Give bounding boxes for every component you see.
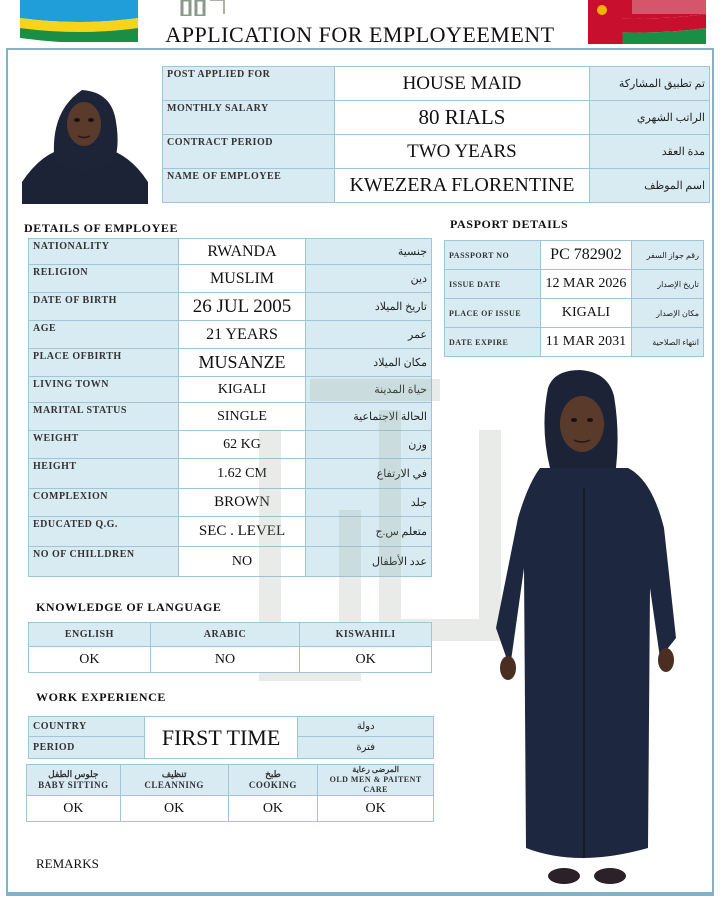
lang-english-value: OK [29,647,151,673]
details-row [29,293,432,321]
lang-kiswahili-header: KISWAHILI [300,623,432,647]
details-row-label: LIVING TOWN [29,377,179,403]
passport-row-label-ar: رقم جواز السفر [632,241,704,270]
details-row-label-ar: حياة المدينة [306,377,432,403]
job-table [162,66,710,203]
details-row-value: MUSANZE [178,349,306,377]
skill-care-ar: المرضى رعاية [352,765,400,774]
details-row-label-ar: في الارتفاع [306,459,432,489]
work-experience-value: FIRST TIME [144,717,298,759]
country-label: COUNTRY [29,717,145,737]
details-row-label-ar: متعلم س.ج [306,517,432,547]
details-row-label: HEIGHT [29,459,179,489]
details-row-label: WEIGHT [29,431,179,459]
bottom-rule [6,892,714,895]
passport-row-label: ISSUE DATE [445,270,541,299]
skill-care-header [318,765,434,796]
details-row-value: SEC . LEVEL [178,517,306,547]
period-label: PERIOD [29,737,145,759]
passport-row-value: 11 MAR 2031 [540,328,632,357]
details-title: DETAILS OF EMPLOYEE [24,221,179,235]
passport-row [445,241,704,270]
skill-babysitting-value: OK [27,796,121,822]
details-row-label-ar: جنسية [306,239,432,265]
contract-value: TWO YEARS [334,135,590,169]
details-row-label-ar: دين [306,265,432,293]
passport-row-label-ar: تاريخ الإصدار [632,270,704,299]
details-row-value: RWANDA [178,239,306,265]
contract-label-ar: مدة العقد [590,135,710,169]
passport-row [445,299,704,328]
details-row-value: 1.62 CM [178,459,306,489]
skill-babysitting-label: BABY SITTING [38,780,109,790]
passport-row-label: DATE EXPIRE [445,328,541,357]
passport-row-value: 12 MAR 2026 [540,270,632,299]
details-row-label: PLACE OFBIRTH [29,349,179,377]
details-row [29,321,432,349]
details-row [29,265,432,293]
details-row-label-ar: عدد الأطفال [306,547,432,577]
details-row-label: NO OF CHILLDREN [29,547,179,577]
remarks-label: REMARKS [36,856,99,871]
details-row-label: NATIONALITY [29,239,179,265]
details-row-label: COMPLEXION [29,489,179,517]
employee-name: KWEZERA FLORENTINE [334,169,590,203]
work-title: WORK EXPERIENCE [36,690,167,704]
details-row-label-ar: جلد [306,489,432,517]
period-label-ar: فترة [298,737,434,759]
passport-row-label-ar: مكان الإصدار [632,299,704,328]
details-row-label-ar: الحالة الاجتماعية [306,403,432,431]
lang-arabic-value: NO [150,647,300,673]
passport-table [444,240,704,357]
post-label-ar: تم تطبيق المشاركة [590,67,710,101]
salary-label-ar: الراتب الشهري [590,101,710,135]
details-row-label-ar: مكان الميلاد [306,349,432,377]
passport-row-value: KIGALI [540,299,632,328]
details-row [29,239,432,265]
passport-row [445,270,704,299]
details-row-label-ar: تاريخ الميلاد [306,293,432,321]
skill-babysitting-ar: جلوس الطفل [48,769,99,779]
passport-row-value: PC 782902 [540,241,632,270]
details-row-label: DATE OF BIRTH [29,293,179,321]
details-row-label-ar: وزن [306,431,432,459]
salary-label: MONTHLY SALARY [163,101,335,135]
skill-care-value: OK [318,796,434,822]
details-row-label: MARITAL STATUS [29,403,179,431]
skill-cooking-label: COOKING [248,780,297,790]
details-row-value: KIGALI [178,377,306,403]
skills-table [26,764,434,822]
contract-label: CONTRACT PERIOD [163,135,335,169]
full-body-photo [488,368,684,892]
post-value: HOUSE MAID [334,67,590,101]
details-row-value: MUSLIM [178,265,306,293]
page-title: APPLICATION FOR EMPLOYEEMENT [165,22,555,47]
skill-babysitting-header [27,765,121,796]
details-row-value: NO [178,547,306,577]
name-label-ar: اسم الموظف [590,169,710,203]
lang-english-header: ENGLISH [29,623,151,647]
details-row-value: SINGLE [178,403,306,431]
skill-care-label: OLD MEN & PAITENT CARE [329,775,422,794]
skill-cooking-ar: طبخ [265,769,281,779]
portrait-photo [22,82,148,204]
details-row-value: BROWN [178,489,306,517]
lang-kiswahili-value: OK [300,647,432,673]
work-table [28,716,434,759]
skill-cleaning-label: CLEANNING [144,780,204,790]
language-table [28,622,432,673]
details-row-label: EDUCATED Q.G. [29,517,179,547]
details-row-value: 21 YEARS [178,321,306,349]
details-row-label: RELIGION [29,265,179,293]
details-row-label: AGE [29,321,179,349]
language-title: KNOWLEDGE OF LANGUAGE [36,600,222,614]
agency-logo [180,0,226,16]
lang-arabic-header: ARABIC [150,623,300,647]
passport-row-label: PASSPORT NO [445,241,541,270]
skill-cooking-value: OK [228,796,318,822]
country-label-ar: دولة [298,717,434,737]
details-row-value: 26 JUL 2005 [178,293,306,321]
details-row-value: 62 KG [178,431,306,459]
salary-value: 80 RIALS [334,101,590,135]
skill-cooking-header [228,765,318,796]
passport-title: PASPORT DETAILS [450,217,569,231]
passport-row-label-ar: انتهاء الصلاحية [632,328,704,357]
passport-row [445,328,704,357]
name-label: NAME OF EMPLOYEE [163,169,335,203]
skill-cleaning-ar: تنظيف [161,769,187,779]
post-label: POST APPLIED FOR [163,67,335,101]
passport-row-label: PLACE OF ISSUE [445,299,541,328]
skill-cleaning-header [120,765,228,796]
skill-cleaning-value: OK [120,796,228,822]
details-row-label-ar: عمر [306,321,432,349]
